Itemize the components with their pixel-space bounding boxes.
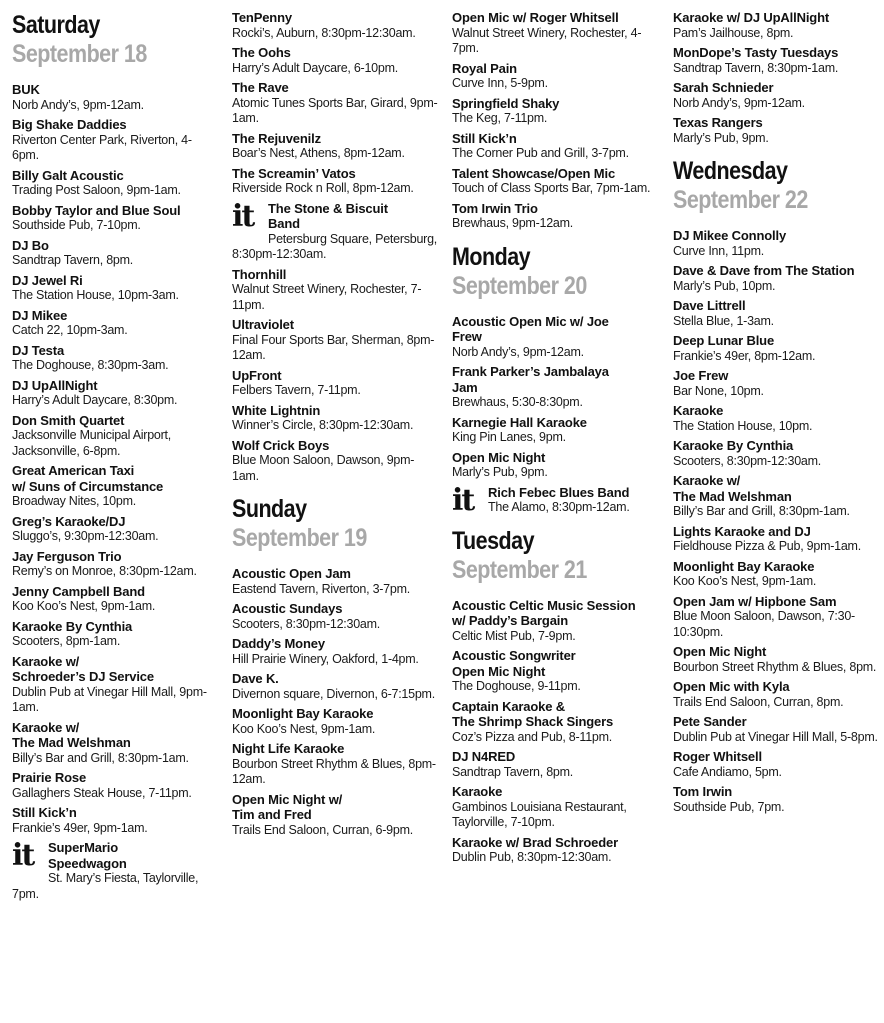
- event-title: SuperMario Speedwagon: [48, 840, 127, 871]
- event-venue-time: Brewhaus, 9pm-12am.: [452, 216, 574, 230]
- event-listing: [673, 403, 878, 434]
- event-listing: [452, 749, 660, 780]
- event-venue-time: Celtic Mist Pub, 7-9pm.: [452, 628, 576, 643]
- event-listing: [12, 805, 217, 836]
- event-listing: [12, 203, 217, 234]
- it-logo-icon: it: [12, 838, 34, 873]
- event-title: Karaoke By Cynthia: [673, 438, 794, 453]
- event-listing: [12, 463, 217, 510]
- event-title: DJ Testa: [12, 342, 65, 358]
- event-title: Open Jam w/ Hipbone Sam: [673, 593, 837, 609]
- event-title: Karaoke: [673, 403, 724, 418]
- event-title: Billy Galt Acoustic: [12, 167, 124, 183]
- event-title: Karaoke w/ The Mad Welshman: [673, 473, 792, 504]
- event-listing: [673, 559, 878, 590]
- event-listing: [452, 166, 660, 197]
- day-section: [452, 10, 660, 232]
- event-listing: [12, 378, 217, 409]
- event-venue-time: Sandtrap Tavern, 8pm.: [452, 764, 573, 779]
- event-title: Open Mic w/ Roger Whitsell: [452, 10, 619, 25]
- event-title: Captain Karaoke & The Shrimp Shack Singers: [452, 698, 614, 729]
- event-listing: [232, 10, 438, 41]
- event-title: Tom Irwin: [673, 784, 733, 799]
- event-title: Karaoke By Cynthia: [12, 618, 133, 634]
- event-venue-time: Hill Prairie Winery, Oakford, 1-4pm.: [232, 651, 419, 666]
- event-listing: [232, 566, 438, 597]
- event-listing: [673, 644, 878, 675]
- event-listing: [452, 648, 660, 695]
- event-listing: [673, 524, 878, 555]
- event-listing: [452, 784, 660, 831]
- event-listing: [452, 482, 660, 518]
- event-title: Moonlight Bay Karaoke: [673, 558, 815, 574]
- event-title: Open Mic Night w/ Tim and Fred: [232, 791, 343, 822]
- event-venue-time: Dublin Pub at Vinegar Hill Mall, 9pm-1am.: [12, 684, 207, 714]
- event-venue-time: Norb Andy’s, 9pm-12am.: [12, 97, 144, 112]
- event-listing: [232, 438, 438, 485]
- event-title: Karnegie Hall Karaoke: [452, 414, 587, 430]
- event-venue-time: The Doghouse, 8:30pm-3am.: [12, 358, 169, 372]
- event-title: Bobby Taylor and Blue Soul: [12, 202, 181, 218]
- event-listing: [12, 619, 217, 650]
- event-title: MonDope’s Tasty Tuesdays: [673, 45, 839, 60]
- event-title: Royal Pain: [452, 60, 517, 76]
- event-venue-time: St. Mary’s Fiesta, Taylorville, 7pm.: [12, 871, 199, 901]
- event-venue-time: The Alamo, 8:30pm-12am.: [488, 500, 630, 514]
- event-venue-time: Billy’s Bar and Grill, 8:30pm-1am.: [673, 504, 850, 518]
- event-title: Tom Irwin Trio: [452, 200, 538, 216]
- event-listing: [12, 654, 217, 716]
- event-venue-time: Winner’s Circle, 8:30pm-12:30am.: [232, 418, 414, 432]
- event-title: Texas Rangers: [673, 115, 763, 130]
- event-title: The Screamin’ Vatos: [232, 165, 356, 181]
- event-listing: [452, 201, 660, 232]
- event-venue-time: Boar’s Nest, Athens, 8pm-12am.: [232, 146, 405, 160]
- event-venue-time: Remy’s on Monroe, 8:30pm-12am.: [12, 564, 197, 578]
- event-listing: [452, 415, 660, 446]
- event-venue-time: Curve Inn, 5-9pm.: [452, 76, 548, 90]
- event-listing: [232, 792, 438, 839]
- event-title: Acoustic Sundays: [232, 601, 343, 616]
- date-heading: September 21: [452, 555, 587, 584]
- event-title: DJ UpAllNight: [12, 377, 98, 393]
- event-title: Acoustic Open Jam: [232, 566, 351, 581]
- event-title: Karaoke w/ Brad Schroeder: [452, 834, 619, 850]
- event-title: Ultraviolet: [232, 317, 294, 332]
- event-title: Daddy’s Money: [232, 636, 325, 651]
- event-listing: [452, 314, 660, 361]
- event-venue-time: Bourbon Street Rhythm & Blues, 8pm.: [673, 659, 877, 674]
- event-venue-time: Billy’s Bar and Grill, 8:30pm-1am.: [12, 750, 189, 765]
- event-title: White Lightnin: [232, 402, 321, 418]
- event-venue-time: Dublin Pub, 8:30pm-12:30am.: [452, 850, 612, 864]
- event-listing: [232, 601, 438, 632]
- event-listing: [12, 770, 217, 801]
- event-listing: [232, 45, 438, 76]
- event-title: DJ N4RED: [452, 749, 516, 764]
- event-venue-time: Gallaghers Steak House, 7-11pm.: [12, 785, 192, 800]
- day-section: [452, 242, 660, 516]
- event-venue-time: Atomic Tunes Sports Bar, Girard, 9pm-1am.: [232, 95, 438, 125]
- event-venue-time: Pam’s Jailhouse, 8pm.: [673, 25, 794, 40]
- listings-column-1: [12, 10, 217, 912]
- event-title: The Rave: [232, 80, 289, 95]
- day-section: [232, 10, 438, 484]
- event-venue-time: Catch 22, 10pm-3am.: [12, 323, 128, 337]
- event-listing: [232, 198, 438, 263]
- event-listing: [12, 273, 217, 304]
- event-listing: [232, 368, 438, 399]
- event-venue-time: Trails End Saloon, Curran, 8pm.: [673, 694, 844, 709]
- event-listing: [452, 450, 660, 481]
- event-listing: [452, 835, 660, 866]
- event-listing: [232, 741, 438, 788]
- listings-column-2: [232, 10, 438, 848]
- event-listing: [452, 61, 660, 92]
- event-venue-time: Koo Koo’s Nest, 9pm-1am.: [673, 574, 817, 588]
- event-title: Dave K.: [232, 671, 279, 686]
- event-venue-time: Harry’s Adult Daycare, 8:30pm.: [12, 393, 178, 407]
- event-listing: [673, 473, 878, 520]
- listings-column-3: [452, 10, 660, 876]
- event-title: Sarah Schnieder: [673, 80, 774, 95]
- day-heading: Saturday: [12, 11, 100, 39]
- event-venue-time: Marly’s Pub, 9pm.: [673, 130, 769, 145]
- event-listing: [673, 714, 878, 745]
- event-venue-time: Final Four Sports Bar, Sherman, 8pm-12am.: [232, 332, 435, 362]
- event-listing: [452, 10, 660, 57]
- event-title: Prairie Rose: [12, 770, 87, 785]
- event-title: Acoustic Open Mic w/ Joe Frew: [452, 313, 609, 344]
- event-venue-time: Stella Blue, 1-3am.: [673, 313, 774, 328]
- event-title: Deep Lunar Blue: [673, 333, 775, 348]
- date-heading: September 18: [12, 40, 147, 68]
- event-listing: [232, 706, 438, 737]
- event-title: Karaoke: [452, 784, 503, 799]
- day-section: [12, 10, 217, 902]
- event-listing: [232, 636, 438, 667]
- event-venue-time: Bar None, 10pm.: [673, 383, 764, 398]
- event-venue-time: Broadway Nites, 10pm.: [12, 494, 136, 508]
- event-listing: [12, 720, 217, 767]
- event-venue-time: Bourbon Street Rhythm & Blues, 8pm-12am.: [232, 756, 436, 786]
- event-title: Night Life Karaoke: [232, 741, 345, 756]
- event-listing: [673, 45, 878, 76]
- event-venue-time: Gambinos Louisiana Restaurant, Taylorville, 7-10pm.: [452, 799, 627, 829]
- event-listing: [452, 699, 660, 746]
- event-listing: [12, 584, 217, 615]
- event-title: DJ Bo: [12, 237, 49, 253]
- day-heading: Tuesday: [452, 526, 535, 555]
- day-section: [673, 10, 878, 146]
- event-listing: [232, 317, 438, 364]
- event-venue-time: Marly’s Pub, 10pm.: [673, 278, 776, 293]
- listings-column-4: [673, 10, 878, 825]
- event-listing: [232, 166, 438, 197]
- event-title: Karaoke w/ The Mad Welshman: [12, 719, 131, 750]
- event-venue-time: Scooters, 8:30pm-12:30am.: [673, 453, 821, 468]
- event-venue-time: Trails End Saloon, Curran, 6-9pm.: [232, 822, 413, 837]
- event-title: Open Mic Night: [452, 449, 546, 465]
- event-title: Karaoke w/ DJ UpAllNight: [673, 10, 830, 25]
- event-title: Greg’s Karaoke/DJ: [12, 513, 126, 529]
- event-listing: [673, 263, 878, 294]
- event-venue-time: Harry’s Adult Daycare, 6-10pm.: [232, 60, 398, 75]
- event-venue-time: King Pin Lanes, 9pm.: [452, 430, 566, 444]
- it-logo-icon: it: [232, 198, 254, 234]
- event-title: Rich Febec Blues Band: [488, 484, 630, 500]
- event-venue-time: Southside Pub, 7pm.: [673, 799, 785, 814]
- event-venue-time: Dublin Pub at Vinegar Hill Mall, 5-8pm.: [673, 729, 878, 744]
- event-venue-time: Scooters, 8pm-1am.: [12, 634, 121, 648]
- event-venue-time: Brewhaus, 5:30-8:30pm.: [452, 395, 583, 409]
- event-listing: [232, 403, 438, 434]
- event-venue-time: Riverside Rock n Roll, 8pm-12am.: [232, 181, 414, 195]
- event-listing: [673, 80, 878, 111]
- event-title: Open Mic Night: [673, 644, 767, 659]
- event-title: Moonlight Bay Karaoke: [232, 706, 374, 721]
- event-listing: [673, 679, 878, 710]
- day-section: [673, 156, 878, 815]
- event-venue-time: Coz’s Pizza and Pub, 8-11pm.: [452, 729, 612, 744]
- event-listing: [673, 594, 878, 641]
- event-venue-time: Walnut Street Winery, Rochester, 7-11pm.: [232, 282, 422, 312]
- event-venue-time: Sluggo’s, 9:30pm-12:30am.: [12, 529, 159, 543]
- event-venue-time: The Corner Pub and Grill, 3-7pm.: [452, 146, 629, 160]
- event-venue-time: Frankie’s 49er, 9pm-1am.: [12, 820, 148, 835]
- event-venue-time: Curve Inn, 11pm.: [673, 243, 764, 258]
- event-venue-time: Cafe Andiamo, 5pm.: [673, 764, 782, 779]
- event-venue-time: Riverton Center Park, Riverton, 4-6pm.: [12, 132, 192, 162]
- event-listing: [673, 333, 878, 364]
- event-listing: [673, 438, 878, 469]
- day-section: [452, 526, 660, 866]
- event-venue-time: Eastend Tavern, Riverton, 3-7pm.: [232, 581, 410, 596]
- event-title: Open Mic with Kyla: [673, 679, 790, 694]
- event-venue-time: Felbers Tavern, 7-11pm.: [232, 383, 361, 397]
- event-title: Still Kick’n: [452, 130, 517, 146]
- event-title: Don Smith Quartet: [12, 412, 125, 428]
- event-listing: [452, 96, 660, 127]
- event-listing: [12, 308, 217, 339]
- event-venue-time: Marly’s Pub, 9pm.: [452, 465, 548, 479]
- event-title: Big Shake Daddies: [12, 117, 127, 132]
- event-title: The Rejuvenilz: [232, 130, 321, 146]
- event-venue-time: Sandtrap Tavern, 8pm.: [12, 253, 133, 267]
- event-title: Acoustic Celtic Music Session w/ Paddy’s Bargain: [452, 597, 636, 628]
- event-listing: [232, 131, 438, 162]
- event-listing: [673, 298, 878, 329]
- event-title: Jay Ferguson Trio: [12, 548, 122, 564]
- event-title: Frank Parker’s Jambalaya Jam: [452, 364, 609, 395]
- event-title: The Stone & Biscuit Band: [268, 200, 388, 231]
- event-title: Still Kick’n: [12, 805, 77, 820]
- event-venue-time: Norb Andy’s, 9pm-12am.: [673, 95, 805, 110]
- event-listing: [452, 598, 660, 645]
- event-title: The Oohs: [232, 45, 291, 60]
- event-title: Great American Taxi w/ Suns of Circumstance: [12, 463, 164, 494]
- event-listing: [673, 749, 878, 780]
- event-venue-time: The Station House, 10pm.: [673, 418, 813, 433]
- event-venue-time: Southside Pub, 7-10pm.: [12, 218, 141, 232]
- event-venue-time: Sandtrap Tavern, 8:30pm-1am.: [673, 60, 839, 75]
- day-heading: Monday: [452, 242, 531, 271]
- event-title: Dave & Dave from The Station: [673, 263, 855, 278]
- event-listing: [452, 131, 660, 162]
- event-venue-time: Blue Moon Saloon, Dawson, 7:30-10:30pm.: [673, 609, 855, 639]
- event-listing: [12, 82, 217, 113]
- event-title: Thornhill: [232, 266, 287, 282]
- date-heading: September 19: [232, 524, 367, 552]
- event-venue-time: The Station House, 10pm-3am.: [12, 288, 179, 302]
- day-heading: Wednesday: [673, 157, 788, 185]
- event-listing: [12, 413, 217, 460]
- event-venue-time: Petersburg Square, Petersburg, 8:30pm-12:30am.: [232, 231, 437, 261]
- event-title: Springfield Shaky: [452, 95, 560, 111]
- event-listing: [673, 368, 878, 399]
- event-venue-time: The Doghouse, 9-11pm.: [452, 679, 581, 693]
- date-heading: September 22: [673, 186, 808, 214]
- event-listing: [673, 115, 878, 146]
- event-venue-time: Koo Koo’s Nest, 9pm-1am.: [232, 721, 376, 736]
- event-title: UpFront: [232, 367, 282, 383]
- event-listing: [232, 267, 438, 314]
- event-title: Pete Sander: [673, 714, 747, 729]
- event-listing: [12, 238, 217, 269]
- event-listing: [232, 80, 438, 127]
- event-venue-time: Trading Post Saloon, 9pm-1am.: [12, 183, 181, 197]
- event-listing: [12, 168, 217, 199]
- event-title: Talent Showcase/Open Mic: [452, 165, 616, 181]
- event-title: DJ Mikee Connolly: [673, 228, 787, 243]
- event-venue-time: The Keg, 7-11pm.: [452, 111, 548, 125]
- event-listing: [452, 364, 660, 411]
- event-venue-time: Rocki’s, Auburn, 8:30pm-12:30am.: [232, 25, 416, 40]
- event-venue-time: Scooters, 8:30pm-12:30am.: [232, 616, 380, 631]
- event-title: DJ Mikee: [12, 307, 68, 323]
- event-title: TenPenny: [232, 10, 292, 25]
- event-title: Dave Littrell: [673, 298, 746, 313]
- event-listing: [673, 10, 878, 41]
- event-listing: [12, 549, 217, 580]
- event-listing: [12, 840, 217, 902]
- event-listing: [673, 228, 878, 259]
- day-section: [232, 494, 438, 838]
- event-title: DJ Jewel Ri: [12, 272, 83, 288]
- event-venue-time: Frankie’s 49er, 8pm-12am.: [673, 348, 816, 363]
- event-title: Roger Whitsell: [673, 749, 762, 764]
- event-title: Acoustic Songwriter Open Mic Night: [452, 648, 576, 679]
- it-logo-icon: it: [452, 482, 474, 518]
- event-title: Lights Karaoke and DJ: [673, 523, 811, 539]
- event-listing: [12, 117, 217, 164]
- event-title: Karaoke w/ Schroeder’s DJ Service: [12, 653, 154, 684]
- event-venue-time: Blue Moon Saloon, Dawson, 9pm-1am.: [232, 453, 415, 483]
- event-title: Wolf Crick Boys: [232, 437, 330, 453]
- date-heading: September 20: [452, 271, 587, 300]
- event-title: Joe Frew: [673, 368, 729, 383]
- event-listing: [232, 671, 438, 702]
- event-listing: [12, 343, 217, 374]
- event-venue-time: Touch of Class Sports Bar, 7pm-1am.: [452, 181, 651, 195]
- event-venue-time: Jacksonville Municipal Airport, Jacksonville, 6-8pm.: [12, 428, 171, 458]
- event-venue-time: Koo Koo’s Nest, 9pm-1am.: [12, 599, 156, 613]
- event-listing: [12, 514, 217, 545]
- event-venue-time: Fieldhouse Pizza & Pub, 9pm-1am.: [673, 539, 861, 553]
- event-title: BUK: [12, 82, 40, 97]
- day-heading: Sunday: [232, 495, 307, 523]
- event-listing: [673, 784, 878, 815]
- event-title: Jenny Campbell Band: [12, 583, 145, 599]
- event-venue-time: Divernon square, Divernon, 6-7:15pm.: [232, 686, 435, 701]
- event-venue-time: Norb Andy’s, 9pm-12am.: [452, 344, 584, 359]
- event-venue-time: Walnut Street Winery, Rochester, 4-7pm.: [452, 25, 642, 55]
